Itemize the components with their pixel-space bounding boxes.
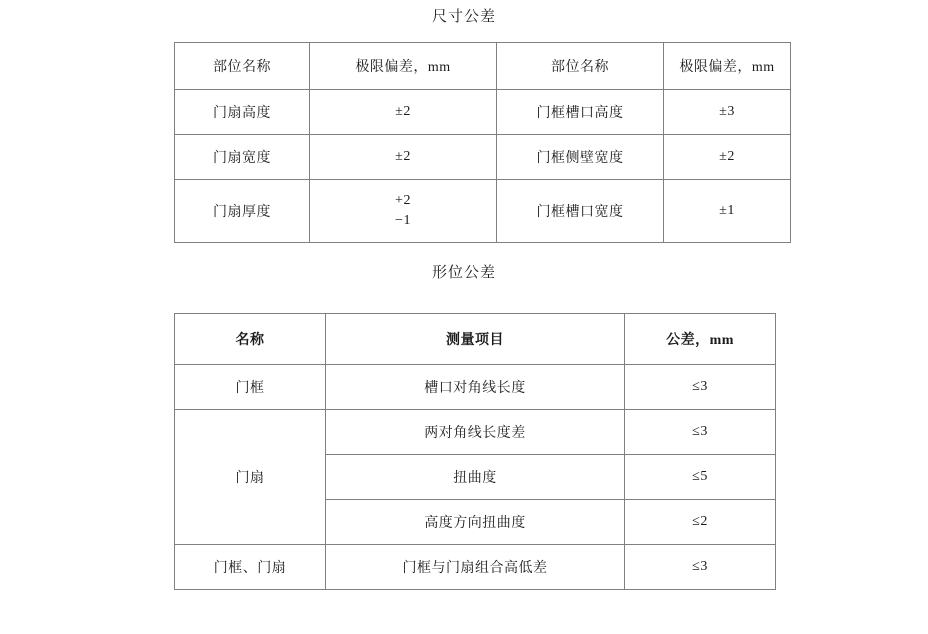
table-header-row [175,314,776,365]
column-header-tolerance: 公差，mm [625,314,776,365]
cell-measure-item: 门框与门扇组合高低差 [326,545,625,590]
table-row [175,90,791,135]
table-row [175,410,776,455]
dimension-section-title: 尺寸公差 [431,9,496,25]
table-row [175,365,776,410]
column-header-limit-deviation-right: 极限偏差，mm [664,43,791,90]
cell-tolerance: ≤3 [625,410,776,455]
cell-measure-item: 高度方向扭曲度 [326,500,625,545]
column-header-name: 名称 [175,314,326,365]
cell-deviation-right: ±1 [664,180,791,243]
cell-part-name-left: 门扇高度 [175,90,310,135]
stacked-tolerance [395,191,411,232]
column-header-measure-item: 测量项目 [326,314,625,365]
cell-tolerance: ≤3 [625,545,776,590]
cell-deviation-left-stacked [310,180,497,243]
form-tolerance-table [174,313,776,590]
cell-measure-item: 槽口对角线长度 [326,365,625,410]
cell-name-merged: 门扇 [175,410,326,545]
cell-measure-item: 扭曲度 [326,455,625,500]
cell-deviation-left: ±2 [310,90,497,135]
cell-part-name-right: 门框槽口宽度 [497,180,664,243]
column-header-part-name-right: 部位名称 [497,43,664,90]
cell-part-name-left: 门扇宽度 [175,135,310,180]
cell-part-name-right: 门框侧壁宽度 [497,135,664,180]
table-row [175,545,776,590]
table-header-row [175,43,791,90]
column-header-part-name-left: 部位名称 [175,43,310,90]
cell-deviation-right: ±2 [664,135,791,180]
tolerance-upper: +2 [395,192,411,208]
cell-part-name-right: 门框槽口高度 [497,90,664,135]
cell-name: 门框、门扇 [175,545,326,590]
column-header-limit-deviation-left: 极限偏差，mm [310,43,497,90]
cell-part-name-left: 门扇厚度 [175,180,310,243]
table-row [175,135,791,180]
cell-tolerance: ≤2 [625,500,776,545]
form-section-title: 形位公差 [431,265,496,281]
cell-tolerance: ≤3 [625,365,776,410]
tolerance-lower: −1 [395,213,411,228]
cell-measure-item: 两对角线长度差 [326,410,625,455]
table-row [175,180,791,243]
dimension-tolerance-table [174,42,791,243]
cell-name: 门框 [175,365,326,410]
cell-tolerance: ≤5 [625,455,776,500]
cell-deviation-left: ±2 [310,135,497,180]
cell-deviation-right: ±3 [664,90,791,135]
